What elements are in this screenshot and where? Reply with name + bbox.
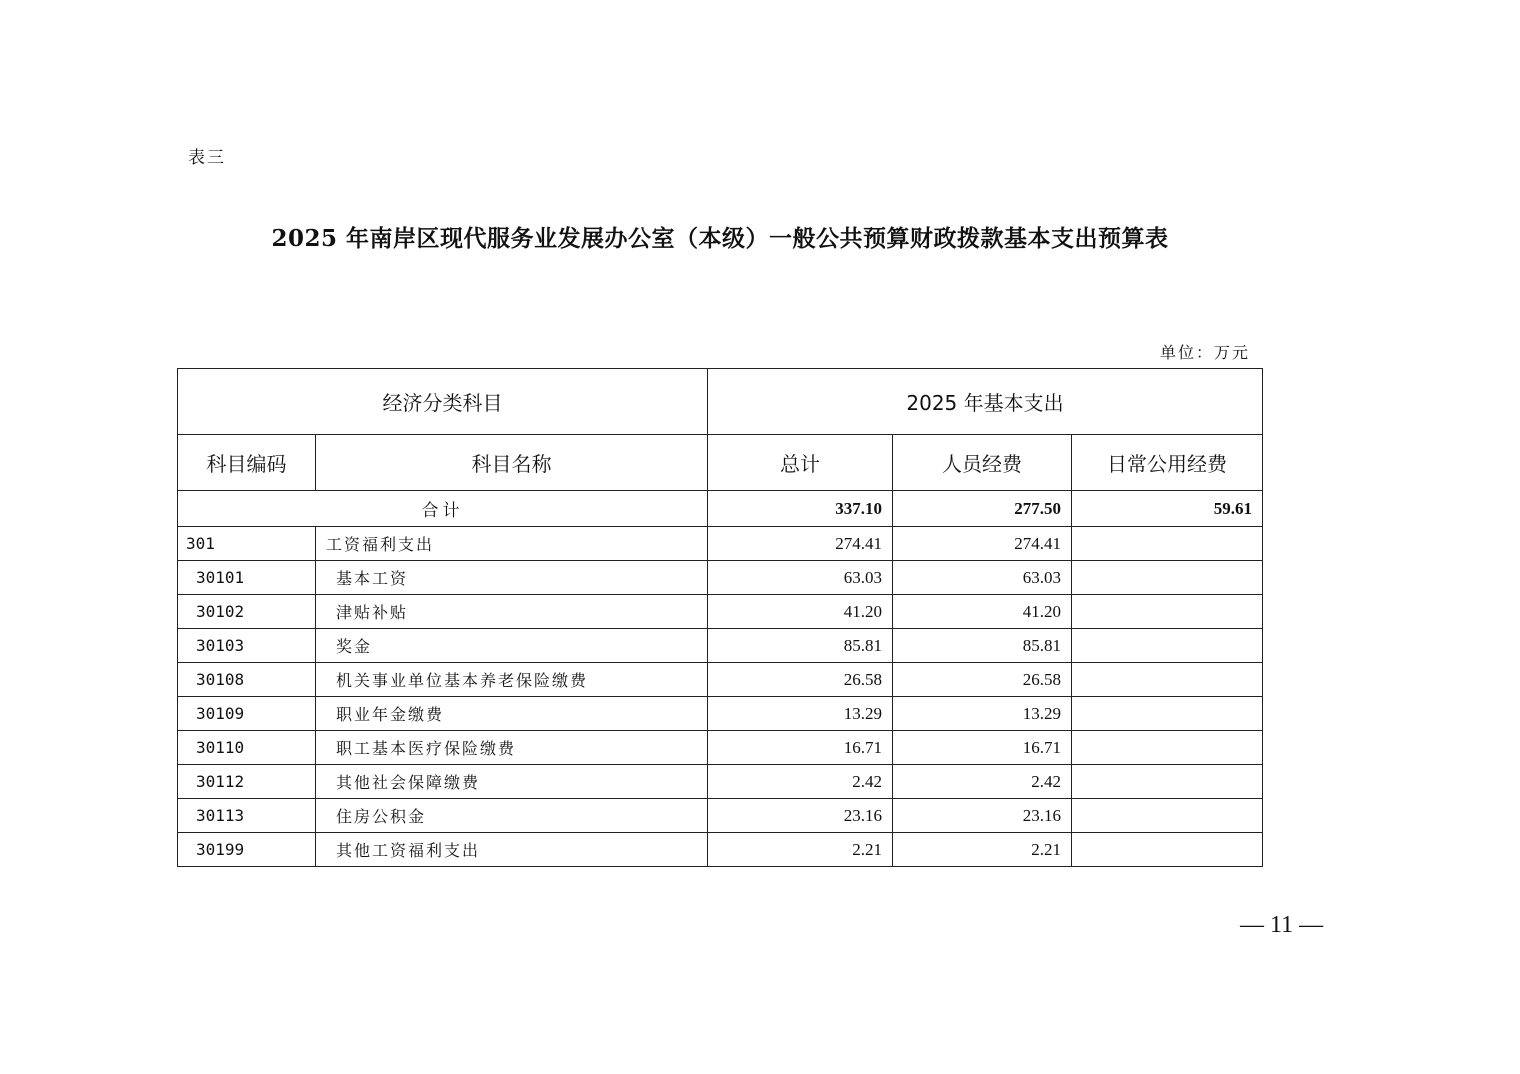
page-number: — 11 —: [1240, 912, 1324, 938]
row-personnel: 85.81: [893, 629, 1072, 663]
row-public: [1072, 799, 1263, 833]
column-header-row: [178, 435, 1263, 491]
row-total: 13.29: [708, 697, 893, 731]
row-total: 2.42: [708, 765, 893, 799]
row-public: [1072, 663, 1263, 697]
row-name: 住房公积金: [316, 799, 708, 833]
table-row: [178, 629, 1263, 663]
row-code: 30110: [178, 731, 316, 765]
table-row: [178, 595, 1263, 629]
table-row: [178, 799, 1263, 833]
row-personnel: 26.58: [893, 663, 1072, 697]
unit-note: 单位：万元: [1160, 343, 1251, 362]
row-personnel: 41.20: [893, 595, 1072, 629]
header-code: 科目编码: [178, 435, 316, 491]
header-personnel: 人员经费: [893, 435, 1072, 491]
row-code: 30103: [178, 629, 316, 663]
row-name: 职业年金缴费: [316, 697, 708, 731]
table-row: [178, 561, 1263, 595]
row-public: [1072, 527, 1263, 561]
row-code: 30102: [178, 595, 316, 629]
row-name: 津贴补贴: [316, 595, 708, 629]
row-name: 基本工资: [316, 561, 708, 595]
table-row: [178, 663, 1263, 697]
group-header-row: [178, 369, 1263, 435]
row-code: 30112: [178, 765, 316, 799]
row-name: 工资福利支出: [316, 527, 708, 561]
row-total: 274.41: [708, 527, 893, 561]
row-total: 41.20: [708, 595, 893, 629]
row-name: 其他工资福利支出: [316, 833, 708, 867]
row-public: [1072, 595, 1263, 629]
row-total: 16.71: [708, 731, 893, 765]
total-personnel: 277.50: [893, 491, 1072, 527]
row-public: [1072, 561, 1263, 595]
row-personnel: 274.41: [893, 527, 1072, 561]
row-total: 63.03: [708, 561, 893, 595]
row-code: 30109: [178, 697, 316, 731]
row-personnel: 2.42: [893, 765, 1072, 799]
row-total: 23.16: [708, 799, 893, 833]
document-title: 2025 年南岸区现代服务业发展办公室（本级）一般公共预算财政拨款基本支出预算表: [271, 225, 1169, 252]
row-name: 其他社会保障缴费: [316, 765, 708, 799]
row-public: [1072, 629, 1263, 663]
total-row: [178, 491, 1263, 527]
row-personnel: 16.71: [893, 731, 1072, 765]
header-public: 日常公用经费: [1072, 435, 1263, 491]
row-code: 30108: [178, 663, 316, 697]
header-category: 经济分类科目: [178, 369, 708, 435]
row-total: 85.81: [708, 629, 893, 663]
total-label: 合计: [178, 491, 708, 527]
row-code: 30113: [178, 799, 316, 833]
row-public: [1072, 697, 1263, 731]
table-row: [178, 765, 1263, 799]
row-personnel: 63.03: [893, 561, 1072, 595]
row-code: 30199: [178, 833, 316, 867]
row-code: 301: [178, 527, 316, 561]
header-total: 总计: [708, 435, 893, 491]
header-expenditure: 2025 年基本支出: [708, 369, 1263, 435]
row-name: 奖金: [316, 629, 708, 663]
row-total: 26.58: [708, 663, 893, 697]
row-personnel: 13.29: [893, 697, 1072, 731]
table-row: [178, 527, 1263, 561]
total-value: 337.10: [708, 491, 893, 527]
row-public: [1072, 731, 1263, 765]
table-row: [178, 731, 1263, 765]
total-public: 59.61: [1072, 491, 1263, 527]
row-name: 机关事业单位基本养老保险缴费: [316, 663, 708, 697]
table-row: [178, 833, 1263, 867]
row-public: [1072, 833, 1263, 867]
row-name: 职工基本医疗保险缴费: [316, 731, 708, 765]
budget-table: [177, 368, 1263, 867]
row-total: 2.21: [708, 833, 893, 867]
row-public: [1072, 765, 1263, 799]
row-personnel: 23.16: [893, 799, 1072, 833]
table-row: [178, 697, 1263, 731]
table-label: 表三: [188, 148, 226, 168]
row-personnel: 2.21: [893, 833, 1072, 867]
row-code: 30101: [178, 561, 316, 595]
header-name: 科目名称: [316, 435, 708, 491]
